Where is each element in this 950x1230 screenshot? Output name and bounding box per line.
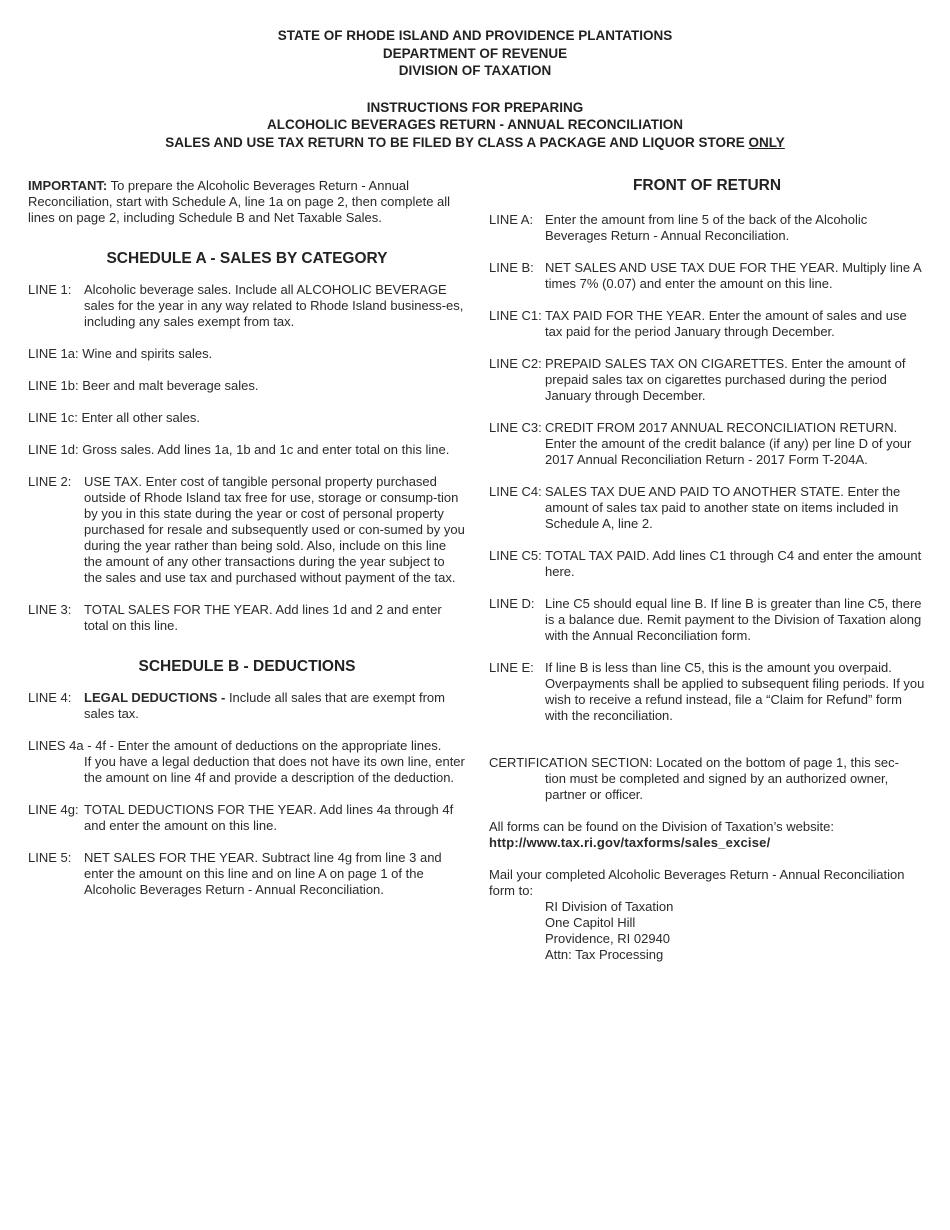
return-title: ALCOHOLIC BEVERAGES RETURN - ANNUAL RECONCILIATION <box>266 117 683 132</box>
lines-4a-4f-entry: LINES 4a - 4f - Enter the amount of deductions on the appropriate lines. If you have a legal deduction that does not have its own line, enter the amount on line 4f and provide a description of the deduction. <box>28 738 465 785</box>
forms-info: All forms can be found on the Division of Taxation’s website: http://www.tax.ri.gov/taxforms/sales_excise/ <box>489 819 925 851</box>
line-1-entry: LINE 1: Alcoholic beverage sales. Include all ALCOHOLIC BEVERAGE sales for the year in any way related to Rhode Island business-es, including any sales exempt from tax. <box>28 282 464 329</box>
state-name: STATE OF RHODE ISLAND AND PROVIDENCE PLANTATIONS <box>277 28 673 43</box>
line-1c-entry: LINE 1c: Enter all other sales. <box>28 410 200 425</box>
line-c3-entry: LINE C3: CREDIT FROM 2017 ANNUAL RECONCILIATION RETURN. Enter the amount of the credit balance (if any) per line D of your 2017 Annual Reconciliation Return - 2017 Form T-204A. <box>489 420 912 467</box>
mail-instructions: Mail your completed Alcoholic Beverages Return - Annual Reconciliation form to: <box>489 867 905 898</box>
line-3-entry: LINE 3: TOTAL SALES FOR THE YEAR. Add lines 1d and 2 and enter total on this line. <box>28 602 442 633</box>
line-c5-entry: LINE C5: TOTAL TAX PAID. Add lines C1 through C4 and enter the amount here. <box>489 548 922 579</box>
front-of-return-heading: FRONT OF RETURN <box>632 177 782 194</box>
schedule-b-heading: SCHEDULE B - DEDUCTIONS <box>138 658 356 675</box>
schedule-a-heading: SCHEDULE A - SALES BY CATEGORY <box>106 250 388 267</box>
mail-info <box>489 867 925 963</box>
line-e-entry: LINE E: If line B is less than line C5, this is the amount you overpaid. Overpayments shall be applied to subsequent filing periods. If you wish to receive a refund instead, file a “Claim for Refund” form with the reconciliation. <box>489 660 925 723</box>
address-line: Attn: Tax Processing <box>545 947 664 962</box>
line-2-entry: LINE 2: USE TAX. Enter cost of tangible personal property purchased outside of Rhode Island tax free for use, storage or consump-tion by you in this state during the year or cost of personal property purchased for resale and subsequently used or con-sumed by you during the year rather than being sold. Also, include on this line the amount of any other transactions during the year subject to the sales and use tax and purchased without payment of the tax. <box>28 474 465 585</box>
filing-note: SALES AND USE TAX RETURN TO BE FILED BY CLASS A PACKAGE AND LIQUOR STORE ONLY <box>165 134 785 150</box>
address-line: Providence, RI 02940 <box>545 931 671 946</box>
line-a-entry: LINE A: Enter the amount from line 5 of the back of the Alcoholic Beverages Return - Annual Reconciliation. <box>489 212 868 243</box>
line-c2-entry: LINE C2: PREPAID SALES TAX ON CIGARETTES. Enter the amount of prepaid sales tax on cigarettes purchased during the period January through December. <box>489 356 906 403</box>
address-line: RI Division of Taxation <box>545 899 674 914</box>
line-1a-entry: LINE 1a: Wine and spirits sales. <box>28 346 213 361</box>
line-1d-entry: LINE 1d: Gross sales. Add lines 1a, 1b and 1c and enter total on this line. <box>28 442 450 457</box>
line-c4-entry: LINE C4: SALES TAX DUE AND PAID TO ANOTHER STATE. Enter the amount of sales tax paid to another state on items included in Schedule A, line 2. <box>489 484 901 531</box>
department-name: DEPARTMENT OF REVENUE <box>382 45 568 61</box>
document-header <box>0 27 950 151</box>
certification-section: CERTIFICATION SECTION: Located on the bottom of page 1, this sec- tion must be completed and signed by an authorized owner, partner or officer. <box>489 755 899 802</box>
left-column <box>28 178 466 914</box>
instructions-title: INSTRUCTIONS FOR PREPARING <box>366 99 584 115</box>
important-note: IMPORTANT: To prepare the Alcoholic Beverages Return - Annual Reconciliation, start with Schedule A, line 1a on page 2, then complete all lines on page 2, including Schedule B and Net Taxable Sales. <box>28 178 451 225</box>
line-b-entry: LINE B: NET SALES AND USE TAX DUE FOR THE YEAR. Multiply line A times 7% (0.07) and enter the amount on this line. <box>489 260 921 291</box>
line-c1-entry: LINE C1: TAX PAID FOR THE YEAR. Enter the amount of sales and use tax paid for the period January through December. <box>489 308 907 339</box>
only-emphasis: ONLY <box>748 134 785 150</box>
address-line: One Capitol Hill <box>545 915 636 930</box>
mailing-address <box>489 899 925 963</box>
line-4-entry: LINE 4: LEGAL DEDUCTIONS - Include all sales that are exempt from sales tax. <box>28 690 445 721</box>
line-4g-entry: LINE 4g: TOTAL DEDUCTIONS FOR THE YEAR. Add lines 4a through 4f and enter the amount on this line. <box>28 802 454 833</box>
division-name: DIVISION OF TAXATION <box>398 63 552 78</box>
important-label: IMPORTANT: <box>28 178 108 193</box>
right-column <box>489 178 925 979</box>
line-d-entry: LINE D: Line C5 should equal line B. If line B is greater than line C5, there is a balance due. Remit payment to the Division of Taxation along with the Annual Reconciliation form. <box>489 596 922 643</box>
line-1b-entry: LINE 1b: Beer and malt beverage sales. <box>28 378 259 393</box>
forms-website-link[interactable]: http://www.tax.ri.gov/taxforms/sales_excise/ <box>489 835 771 850</box>
line-5-entry: LINE 5: NET SALES FOR THE YEAR. Subtract line 4g from line 3 and enter the amount on this line and on line A on page 1 of the Alcoholic Beverages Return - Annual Reconciliation. <box>28 850 442 897</box>
